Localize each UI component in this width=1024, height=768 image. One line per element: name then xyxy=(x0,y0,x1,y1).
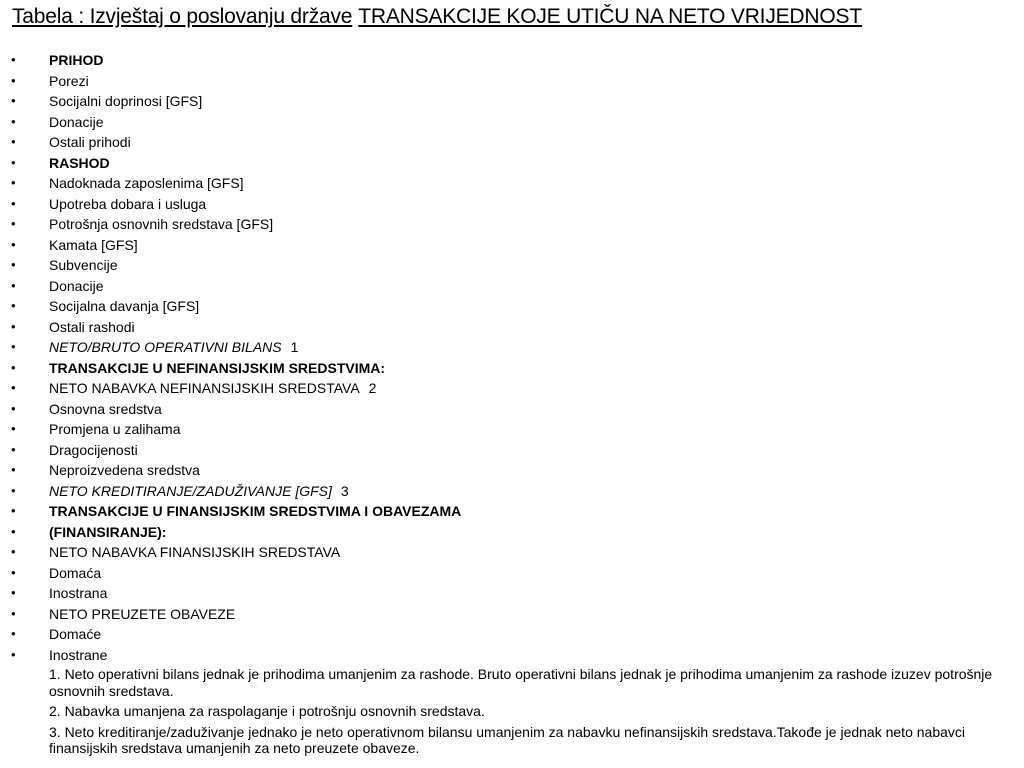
list-item-text xyxy=(49,563,101,584)
list-item-text xyxy=(49,337,298,358)
footnote-3: 3. Neto kreditiranje/zaduživanje jednako je neto operativnom bilansu umanjenim za nabavku nefinansijskih sredstava.Takođe je jednak neto nabavci finansijskih sredstava umanjenih za neto preuzete obaveze. xyxy=(49,723,966,756)
list-item-text xyxy=(49,583,107,604)
list-item-label: Promjena u zalihama xyxy=(49,421,181,437)
list-item-text xyxy=(49,317,135,338)
list-item-label: NETO PREUZETE OBAVEZE xyxy=(49,605,236,622)
list-item-text xyxy=(49,522,166,543)
list-item-text xyxy=(49,132,131,153)
list-item-text xyxy=(49,112,103,133)
list-item-label: RASHOD xyxy=(49,154,110,171)
bullet-icon: • xyxy=(11,646,16,662)
list-item xyxy=(0,317,1024,338)
list-item xyxy=(0,296,1024,317)
list-item xyxy=(0,358,1024,379)
list-item xyxy=(0,50,1024,71)
bullet-icon: • xyxy=(11,503,16,518)
list-item xyxy=(0,440,1024,461)
bullet-icon: • xyxy=(11,380,16,395)
bullet-icon: • xyxy=(11,462,16,477)
list-item-label: Domaća xyxy=(49,564,102,581)
bullet-icon: • xyxy=(11,72,16,88)
list-item-label: Domaće xyxy=(49,626,102,642)
bullet-icon: • xyxy=(11,134,16,149)
list-item-label: TRANSAKCIJE U FINANSIJSKIM SREDSTVIMA I OBAVEZAMA xyxy=(49,503,462,519)
list-item-label: Potrošnja osnovnih sredstava [GFS] xyxy=(49,216,274,232)
footnote-2: 2. Nabavka umanjena za raspolaganje i potrošnju osnovnih sredstava. xyxy=(49,703,485,719)
bullet-icon: • xyxy=(11,318,16,334)
list-item-label: Ostali prihodi xyxy=(49,134,131,150)
list-item-text xyxy=(49,645,107,666)
list-item-label: NETO/BRUTO OPERATIVNI BILANS xyxy=(49,339,282,355)
list-item xyxy=(0,255,1024,276)
list-item-label: NETO NABAVKA FINANSIJSKIH SREDSTAVA xyxy=(49,544,341,560)
list-item xyxy=(0,645,1024,666)
list-item-label: Socijalni doprinosi [GFS] xyxy=(49,93,203,109)
list-item-label: Inostrana xyxy=(49,585,108,601)
list-item xyxy=(0,583,1024,604)
bullet-icon: • xyxy=(11,400,16,416)
bullet-icon: • xyxy=(11,564,16,580)
list-item-label: Dragocijenosti xyxy=(49,441,138,458)
list-item-text xyxy=(49,624,101,645)
list-item-label: Upotreba dobara i usluga xyxy=(49,195,207,212)
bullet-icon: • xyxy=(11,154,16,170)
bullet-icon: • xyxy=(11,359,16,375)
bullet-icon: • xyxy=(11,216,16,231)
list-item-text xyxy=(49,604,235,625)
title-part-1: Tabela : Izvještaj o poslovanju države xyxy=(12,5,353,28)
list-item xyxy=(0,378,1024,399)
bullet-icon: • xyxy=(11,626,16,641)
list-item-label: Donacije xyxy=(49,277,104,294)
list-item-text xyxy=(49,50,103,71)
list-item-text xyxy=(49,276,103,297)
list-item-text xyxy=(49,173,244,194)
bullet-list xyxy=(0,50,1024,665)
list-item-text xyxy=(49,194,206,215)
list-item-label: Ostali rashodi xyxy=(49,318,135,335)
footnotes xyxy=(49,666,1009,761)
bullet-icon: • xyxy=(11,605,16,621)
list-item-label: Donacije xyxy=(49,113,104,130)
list-item-label: Socijalna davanja [GFS] xyxy=(49,298,200,314)
list-item-text xyxy=(49,419,181,440)
bullet-icon: • xyxy=(11,236,16,252)
footnote-1: 1. Neto operativni bilans jednak je prihodima umanjenim za rashode. Bruto operativni bilans jednak je prihodima umanjenim za rashode izuzev potrošnje osnovnih sredstava. xyxy=(49,666,993,699)
list-item xyxy=(0,91,1024,112)
page-title xyxy=(12,3,862,31)
list-item xyxy=(0,522,1024,543)
list-item-text xyxy=(49,481,349,502)
bullet-icon: • xyxy=(11,523,16,539)
bullet-icon: • xyxy=(11,175,16,190)
list-item-label: Kamata [GFS] xyxy=(49,236,138,253)
list-item-text xyxy=(49,255,118,276)
list-item xyxy=(0,624,1024,645)
bullet-icon: • xyxy=(11,52,16,67)
title-part-2: TRANSAKCIJE KOJE UTIČU NA NETO VRIJEDNOST xyxy=(358,5,862,28)
list-item-text xyxy=(49,296,199,317)
list-item xyxy=(0,132,1024,153)
footnote-ref: 1 xyxy=(290,339,299,355)
list-item xyxy=(0,501,1024,522)
list-item xyxy=(0,460,1024,481)
list-item xyxy=(0,337,1024,358)
list-item-label: NETO NABAVKA NEFINANSIJSKIH SREDSTAVA xyxy=(49,380,360,396)
list-item-text xyxy=(49,358,385,379)
list-item xyxy=(0,481,1024,502)
bullet-icon: • xyxy=(11,441,16,457)
list-item xyxy=(0,563,1024,584)
list-item-label: Nadoknada zaposlenima [GFS] xyxy=(49,175,244,191)
list-item xyxy=(0,153,1024,174)
list-item-text xyxy=(49,378,376,399)
list-item-text xyxy=(49,91,202,112)
list-item xyxy=(0,542,1024,563)
list-item-text xyxy=(49,542,340,563)
footnote-ref: 2 xyxy=(368,380,377,396)
list-item-label: (FINANSIRANJE): xyxy=(49,523,167,540)
bullet-icon: • xyxy=(11,544,16,559)
bullet-icon: • xyxy=(11,339,16,354)
list-item-text xyxy=(49,460,200,481)
bullet-icon: • xyxy=(11,298,16,313)
list-item xyxy=(0,235,1024,256)
bullet-icon: • xyxy=(11,421,16,436)
list-item-label: Subvencije xyxy=(49,257,118,273)
list-item-text xyxy=(49,501,461,522)
list-item-text xyxy=(49,214,273,235)
list-item xyxy=(0,214,1024,235)
list-item xyxy=(0,173,1024,194)
list-item-text xyxy=(49,153,110,174)
list-item xyxy=(0,419,1024,440)
list-item xyxy=(0,399,1024,420)
bullet-icon: • xyxy=(11,113,16,129)
list-item-label: PRIHOD xyxy=(49,52,104,68)
list-item-label: TRANSAKCIJE U NEFINANSIJSKIM SREDSTVIMA: xyxy=(49,359,386,376)
list-item xyxy=(0,71,1024,92)
bullet-icon: • xyxy=(11,585,16,600)
list-item-text xyxy=(49,71,89,92)
list-item-text xyxy=(49,399,162,420)
bullet-icon: • xyxy=(11,482,16,498)
bullet-icon: • xyxy=(11,195,16,211)
list-item-text xyxy=(49,440,138,461)
list-item-label: Osnovna sredstva xyxy=(49,400,162,417)
list-item xyxy=(0,194,1024,215)
bullet-icon: • xyxy=(11,277,16,293)
bullet-icon: • xyxy=(11,257,16,272)
list-item-text xyxy=(49,235,138,256)
footnote-ref: 3 xyxy=(340,482,349,499)
list-item-label: Porezi xyxy=(49,72,89,89)
list-item-label: NETO KREDITIRANJE/ZADUŽIVANJE [GFS] xyxy=(49,482,332,499)
list-item xyxy=(0,276,1024,297)
list-item xyxy=(0,112,1024,133)
bullet-icon: • xyxy=(11,93,16,108)
list-item xyxy=(0,604,1024,625)
list-item-label: Neproizvedena sredstva xyxy=(49,462,200,478)
list-item-label: Inostrane xyxy=(49,646,108,663)
